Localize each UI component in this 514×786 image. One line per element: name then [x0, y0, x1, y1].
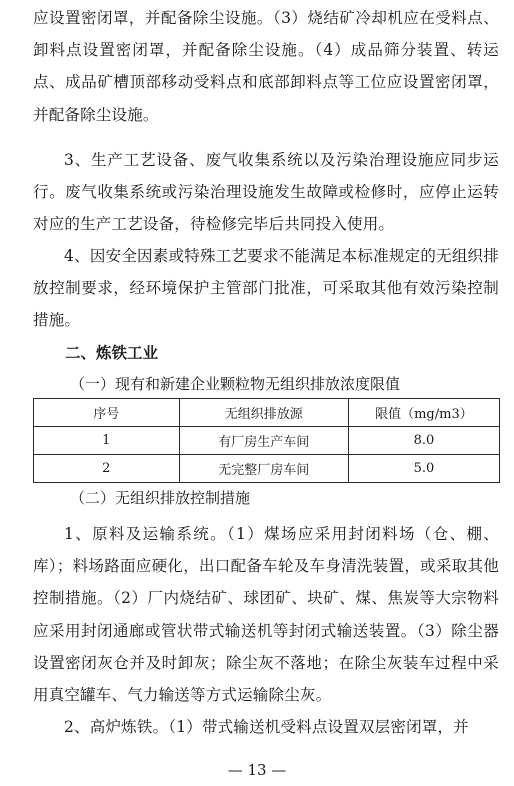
header-serial: 序号 — [34, 399, 180, 427]
cell-serial: 1 — [34, 427, 180, 455]
cell-limit: 8.0 — [348, 427, 499, 455]
header-limit: 限值（mg/m3） — [348, 399, 499, 427]
cell-source: 无完整厂房车间 — [179, 455, 348, 483]
table-header-row — [34, 399, 500, 427]
page-number: — 13 — — [227, 761, 287, 779]
paragraph-item-3: 3、生产工艺设备、废气收集系统以及污染治理设施应同步运行。废气收集系统或污染治理设施发生故障或检修时，应停止运转对应的生产工艺设备，待检修完毕后共同投入使用。 — [33, 151, 499, 234]
table-title: （一）现有和新建企业颗粒物无组织排放浓度限值 — [70, 375, 401, 393]
paragraph-sinter-continued: 应设置密闭罩，并配备除尘设施。（3）烧结矿冷却机应在受料点、卸料点设置密闭罩，并配备除尘设施。（4）成品筛分装置、转运点、成品矿槽顶部移动受料点和底部卸料点等工位应设置密闭罩，并配备除尘设施。 — [33, 9, 499, 124]
table-row — [34, 427, 500, 455]
cell-limit: 5.0 — [348, 455, 499, 483]
paragraph-item-4: 4、因安全因素或特殊工艺要求不能满足本标准规定的无组织排放控制要求，经环境保护主管部门批准，可采取其他有效污染控制措施。 — [33, 247, 499, 330]
cell-source: 有厂房生产车间 — [179, 427, 348, 455]
emission-limit-table — [33, 398, 500, 483]
paragraph-raw-materials: 1、原料及运输系统。（1）煤场应采用封闭料场（仓、棚、库）；料场路面应硬化，出口配备车轮及车身清洗装置，或采取其他控制措施。（2）厂内烧结矿、球团矿、块矿、煤、焦炭等大宗物料应采用封闭通廊或管状带式输送机等封闭式输送装置。（3）除尘器设置密闭灰仓并及时卸灰；除尘灰不落地；在除尘灰装车过程中采用真空罐车、气力输送等方式运输除尘灰。 — [33, 525, 499, 705]
header-source: 无组织排放源 — [179, 399, 348, 427]
section-heading: 二、炼铁工业 — [65, 344, 159, 362]
cell-serial: 2 — [34, 455, 180, 483]
subsection-heading: （二）无组织排放控制措施 — [70, 489, 251, 507]
paragraph-blast-furnace: 2、高炉炼铁。（1）带式输送机受料点设置双层密闭罩，并 — [64, 718, 469, 736]
table-row — [34, 455, 500, 483]
